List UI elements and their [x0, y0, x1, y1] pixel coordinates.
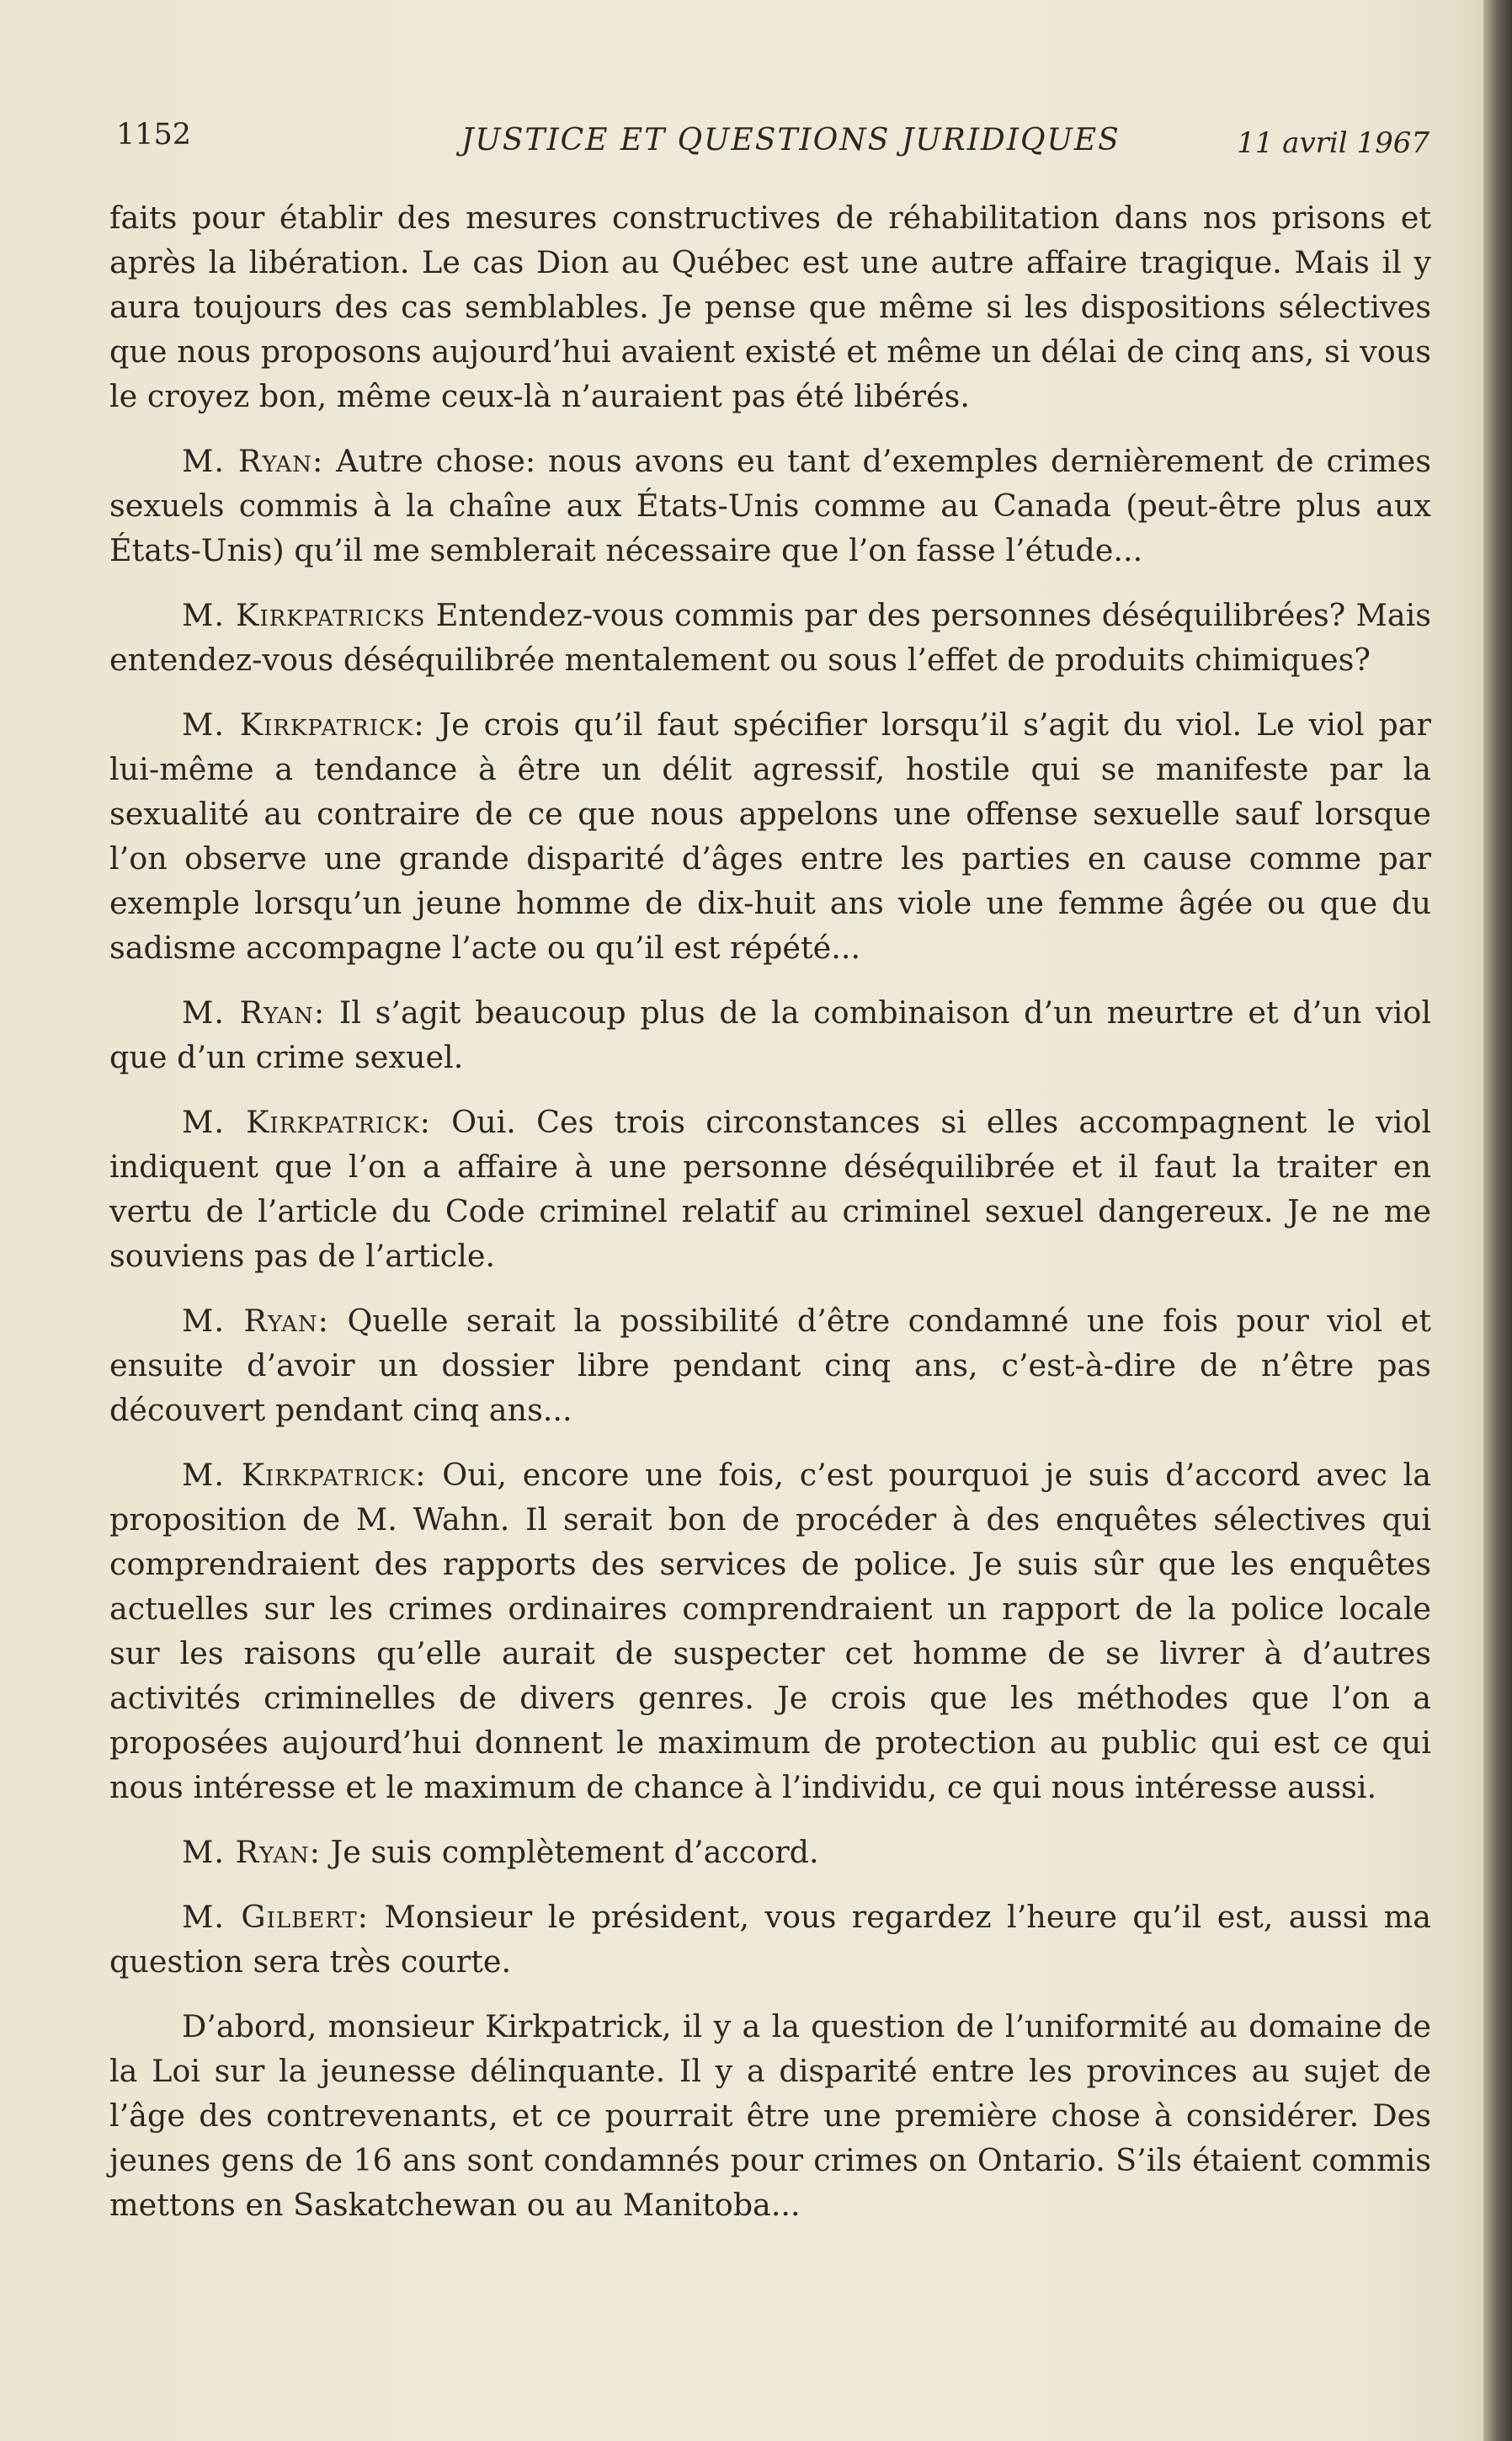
paragraph-text: Il s’agit beaucoup plus de la combinaison d’un meurtre et d’un viol que d’un crime sexuel. — [109, 994, 1431, 1075]
book-spine-edge — [1483, 0, 1512, 2441]
speaker-name: M. Kirkpatrick: — [182, 1457, 427, 1493]
page-body — [109, 195, 1431, 2247]
paragraph-text: Oui, encore une fois, c’est pourquoi je suis d’accord avec la proposition de M. Wahn. Il serait bon de procéder à des enquêtes sélectives qui comprendraient des rapports des services de police. Je suis sûr que les enquêtes actuelles sur les crimes ordinaires comprendraient un rapport de la police locale sur les raisons qu’elle aurait de suspecter cet homme de se livrer à d’autres activités criminelles de divers genres. Je crois que les méthodes que l’on a proposées aujourd’hui donnent le maximum de protection au public qui est ce qui nous intéresse et le maximum de chance à l’individu, ce qui nous intéresse aussi. — [109, 1457, 1431, 1805]
paragraph-text: Je crois qu’il faut spécifier lorsqu’il s’agit du viol. Le viol par lui-même a tendance à être un délit agressif, hostile qui se manifeste par la sexualité au contraire de ce que nous appelons une offense sexuelle sauf lorsque l’on observe une grande disparité d’âges entre les parties en cause comme par exemple lorsqu’un jeune homme de dix-huit ans viole une femme âgée ou que du sadisme accompagne l’acte ou qu’il est répété... — [109, 706, 1431, 966]
paragraph — [109, 1452, 1431, 1809]
paragraph — [109, 439, 1431, 573]
paragraph — [109, 2004, 1431, 2227]
speaker-name: M. Ryan: — [182, 1303, 329, 1339]
speaker-name: M. Ryan: — [182, 1834, 322, 1870]
speaker-name: M. Gilbert: — [182, 1899, 369, 1935]
paragraph-text: D’abord, monsieur Kirkpatrick, il y a la question de l’uniformité au domaine de la Loi sur la jeunesse délinquante. Il y a disparité entre les provinces au sujet de l’âge des contrevenants, et ce pourrait être une première chose à considérer. Des jeunes gens de 16 ans sont condamnés pour crimes on Ontario. S’ils étaient commis mettons en Saskatchewan ou au Manitoba... — [109, 2008, 1431, 2223]
running-title: JUSTICE ET QUESTIONS JURIDIQUES — [461, 123, 1121, 157]
paragraph-text: Je suis complètement d’accord. — [321, 1834, 819, 1870]
speaker-name: M. Kirkpatrick: — [182, 1104, 431, 1140]
paragraph-text: Monsieur le président, vous regardez l’heure qu’il est, aussi ma question sera très courte. — [109, 1899, 1432, 1980]
paragraph-text: Oui. Ces trois circonstances si elles accompagnent le viol indiquent que l’on a affaire à une personne déséquilibrée et il faut la traiter en vertu de l’article du Code criminel relatif au criminel sexuel dangereux. Je ne me souviens pas de l’article. — [109, 1104, 1432, 1274]
page-number: 1152 — [116, 118, 192, 152]
paragraph — [109, 593, 1431, 682]
paragraph — [109, 990, 1431, 1079]
paragraph — [109, 1895, 1431, 1984]
paragraph-text: Entendez-vous commis par des personnes déséquilibrées? Mais entendez-vous déséquilibrée mentalement ou sous l’effet de produits chimiques? — [109, 597, 1431, 678]
paragraph — [109, 1298, 1431, 1432]
speaker-name: M. Kirkpatricks — [182, 597, 426, 633]
speaker-name: M. Ryan: — [182, 443, 324, 479]
paragraph — [109, 1100, 1431, 1278]
paragraph — [109, 1830, 1431, 1874]
page-header — [116, 118, 1429, 168]
paragraph-text: Quelle serait la possibilité d’être condamné une fois pour viol et ensuite d’avoir un dossier libre pendant cinq ans, c’est-à-dire de n’être pas découvert pendant cinq ans... — [109, 1303, 1431, 1428]
speaker-name: M. Kirkpatrick: — [182, 706, 425, 743]
paragraph-text: Autre chose: nous avons eu tant d’exemples dernièrement de crimes sexuels commis à la chaîne aux États-Unis comme au Canada (peut-être plus aux États-Unis) qu’il me semblerait nécessaire que l’on fasse l’étude... — [109, 443, 1431, 568]
paragraph — [109, 702, 1431, 970]
header-date: 11 avril 1967 — [1237, 126, 1429, 160]
paragraph — [109, 195, 1431, 418]
speaker-name: M. Ryan: — [182, 994, 326, 1031]
paragraph-text: faits pour établir des mesures constructives de réhabilitation dans nos prisons et après la libération. Le cas Dion au Québec est une autre affaire tragique. Mais il y aura toujours des cas semblables. Je pense que même si les dispositions sélectives que nous proposons aujourd’hui avaient existé et même un délai de cinq ans, si vous le croyez bon, même ceux-là n’auraient pas été libérés. — [109, 200, 1431, 414]
